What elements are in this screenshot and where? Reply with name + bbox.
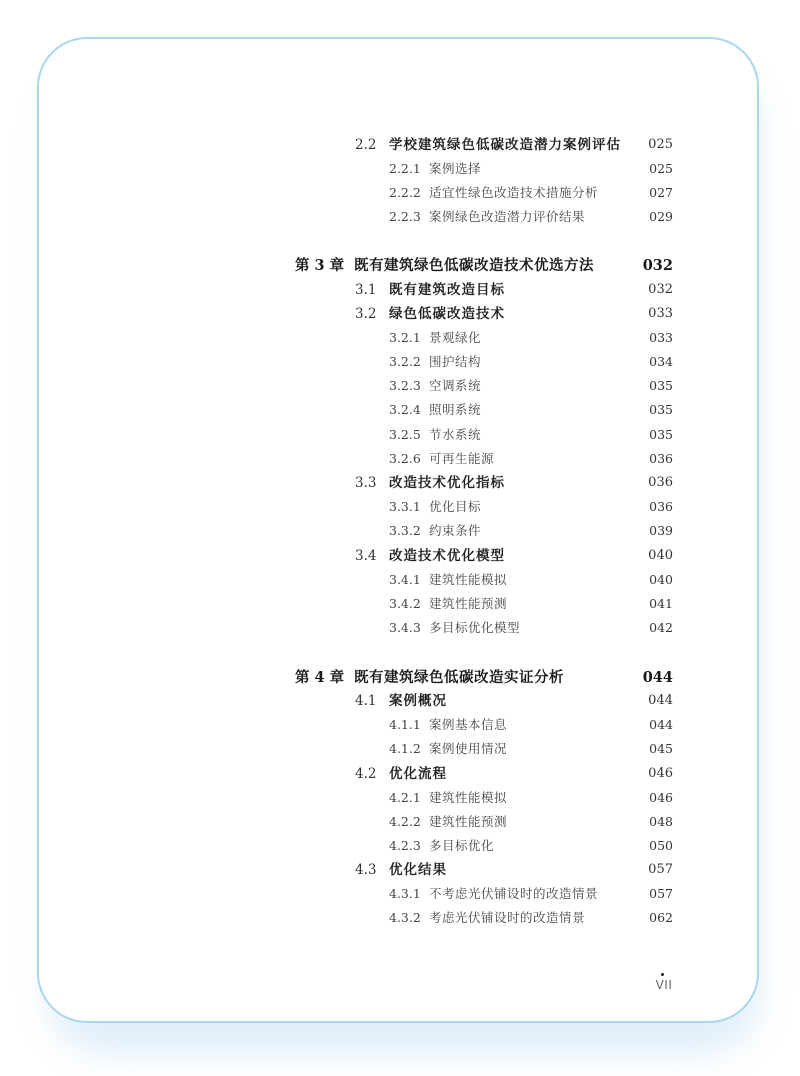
toc-page-number: 042 xyxy=(649,620,673,635)
toc-subsection-title: 考虑光伏铺设时的改造情景 xyxy=(429,910,586,925)
toc-subsection-title: 多目标优化模型 xyxy=(429,620,521,635)
toc-section-row[interactable] xyxy=(0,303,800,325)
toc-subsection-title: 建筑性能预测 xyxy=(429,596,508,611)
toc-subsection-number: 3.2.1 xyxy=(389,330,421,345)
toc-section-number: 3.1 xyxy=(355,282,377,298)
toc-subsection-number: 3.2.6 xyxy=(389,451,421,466)
toc-subsection-title: 建筑性能模拟 xyxy=(429,790,508,805)
toc-subsection-title: 案例基本信息 xyxy=(429,717,508,732)
toc-subsection-number: 4.3.2 xyxy=(389,910,421,925)
toc-page-number: 039 xyxy=(649,523,673,538)
toc-page-number: 025 xyxy=(648,137,673,152)
toc-page-number: 041 xyxy=(649,596,673,611)
toc-page-number: 045 xyxy=(649,741,673,756)
toc-page-number: 032 xyxy=(648,282,673,297)
toc-subsection-row[interactable] xyxy=(0,714,800,736)
toc-subsection-row[interactable] xyxy=(0,351,800,373)
toc-subsection-row[interactable] xyxy=(0,375,800,397)
toc-section-number: 3.3 xyxy=(355,475,377,491)
toc-section-row[interactable] xyxy=(0,134,800,156)
toc-subsection-title: 案例绿色改造潜力评价结果 xyxy=(429,209,586,224)
toc-page-number: 046 xyxy=(648,766,673,781)
toc-subsection-number: 3.4.1 xyxy=(389,572,421,587)
toc-section-row[interactable] xyxy=(0,763,800,785)
toc-page-number: 033 xyxy=(649,330,673,345)
toc-subsection-title: 照明系统 xyxy=(429,402,482,417)
toc-section-number: 3.4 xyxy=(355,548,377,564)
toc-section-title: 案例概况 xyxy=(389,693,447,709)
toc-subsection-title: 约束条件 xyxy=(429,523,482,538)
toc-subsection-row[interactable] xyxy=(0,399,800,421)
toc-page-number: 027 xyxy=(649,185,673,200)
toc-page-number: 034 xyxy=(649,354,673,369)
toc-subsection-title: 适宜性绿色改造技术措施分析 xyxy=(429,185,599,200)
toc-section-number: 4.1 xyxy=(355,693,377,709)
toc-chapter-number: 第 4 章 xyxy=(295,669,345,686)
toc-section-title: 学校建筑绿色低碳改造潜力案例评估 xyxy=(389,137,621,153)
toc-section-title: 优化流程 xyxy=(389,766,447,782)
toc-page-number: 044 xyxy=(649,717,673,732)
toc-section-number: 4.2 xyxy=(355,766,377,782)
toc-page-number: 036 xyxy=(649,499,673,514)
toc-section-number: 2.2 xyxy=(355,137,377,153)
toc-subsection-row[interactable] xyxy=(0,158,800,180)
toc-page-number: 046 xyxy=(649,790,673,805)
toc-subsection-number: 2.2.1 xyxy=(389,161,421,176)
toc-subsection-row[interactable] xyxy=(0,496,800,518)
toc-page-number: 048 xyxy=(649,814,673,829)
toc-page-number: 035 xyxy=(649,378,673,393)
toc-subsection-number: 4.3.1 xyxy=(389,886,421,901)
toc-subsection-row[interactable] xyxy=(0,206,800,228)
toc-chapter-row[interactable] xyxy=(0,667,800,689)
toc-page-number: 057 xyxy=(649,886,673,901)
toc-subsection-number: 3.3.1 xyxy=(389,499,421,514)
toc-subsection-row[interactable] xyxy=(0,569,800,591)
toc-subsection-row[interactable] xyxy=(0,593,800,615)
toc-section-row[interactable] xyxy=(0,690,800,712)
toc-subsection-row[interactable] xyxy=(0,617,800,639)
toc-page-number: 036 xyxy=(648,475,673,490)
toc-subsection-title: 可再生能源 xyxy=(429,451,495,466)
toc-subsection-number: 3.2.2 xyxy=(389,354,421,369)
toc-subsection-row[interactable] xyxy=(0,835,800,857)
toc-subsection-title: 节水系统 xyxy=(429,427,482,442)
toc-section-title: 既有建筑改造目标 xyxy=(389,282,505,298)
toc-subsection-number: 3.2.3 xyxy=(389,378,421,393)
toc-subsection-number: 4.2.3 xyxy=(389,838,421,853)
toc-page-number: 040 xyxy=(649,572,673,587)
toc-section-title: 改造技术优化指标 xyxy=(389,475,505,491)
page-folio: VII xyxy=(655,978,673,992)
toc-section-row[interactable] xyxy=(0,279,800,301)
toc-section-row[interactable] xyxy=(0,545,800,567)
toc-page-number: 029 xyxy=(649,209,673,224)
toc-page-number: 032 xyxy=(642,257,673,274)
toc-subsection-number: 2.2.3 xyxy=(389,209,421,224)
toc-subsection-row[interactable] xyxy=(0,787,800,809)
toc-subsection-title: 围护结构 xyxy=(429,354,482,369)
toc-subsection-number: 4.2.1 xyxy=(389,790,421,805)
toc-subsection-title: 建筑性能模拟 xyxy=(429,572,508,587)
toc-subsection-number: 4.1.1 xyxy=(389,717,421,732)
toc-chapter-row[interactable] xyxy=(0,255,800,277)
toc-subsection-title: 建筑性能预测 xyxy=(429,814,508,829)
toc-section-title: 绿色低碳改造技术 xyxy=(389,306,505,322)
toc-subsection-number: 3.3.2 xyxy=(389,523,421,538)
toc-subsection-row[interactable] xyxy=(0,182,800,204)
toc-subsection-title: 案例使用情况 xyxy=(429,741,508,756)
toc-page-number: 036 xyxy=(649,451,673,466)
toc-page-number: 025 xyxy=(649,161,673,176)
toc-subsection-row[interactable] xyxy=(0,811,800,833)
toc-chapter-title: 既有建筑绿色低碳改造实证分析 xyxy=(354,669,564,686)
toc-subsection-number: 3.4.3 xyxy=(389,620,421,635)
toc-section-row[interactable] xyxy=(0,859,800,881)
toc-page-number: 044 xyxy=(648,693,673,708)
toc-section-title: 改造技术优化模型 xyxy=(389,548,505,564)
toc-page-number: 033 xyxy=(648,306,673,321)
toc-page-number: 040 xyxy=(648,548,673,563)
toc-subsection-row[interactable] xyxy=(0,327,800,349)
toc-chapter-number: 第 3 章 xyxy=(295,257,345,274)
toc-subsection-row[interactable] xyxy=(0,907,800,929)
toc-page-number: 050 xyxy=(649,838,673,853)
toc-subsection-row[interactable] xyxy=(0,883,800,905)
toc-page-number: 062 xyxy=(649,910,673,925)
toc-page-number: 057 xyxy=(648,862,673,877)
toc-page-number: 044 xyxy=(642,669,673,686)
toc-subsection-number: 2.2.2 xyxy=(389,185,421,200)
toc-page-number: 035 xyxy=(649,427,673,442)
toc-section-row[interactable] xyxy=(0,472,800,494)
toc-subsection-number: 4.1.2 xyxy=(389,741,421,756)
toc-section-number: 3.2 xyxy=(355,306,377,322)
toc-subsection-row[interactable] xyxy=(0,448,800,470)
folio-dot xyxy=(661,973,664,976)
toc-subsection-number: 3.4.2 xyxy=(389,596,421,611)
toc-subsection-title: 景观绿化 xyxy=(429,330,482,345)
toc-subsection-title: 空调系统 xyxy=(429,378,482,393)
toc-subsection-row[interactable] xyxy=(0,520,800,542)
toc-section-title: 优化结果 xyxy=(389,862,447,878)
toc-section-number: 4.3 xyxy=(355,862,377,878)
toc-subsection-number: 3.2.4 xyxy=(389,402,421,417)
toc-subsection-title: 不考虑光伏铺设时的改造情景 xyxy=(429,886,599,901)
toc-subsection-title: 优化目标 xyxy=(429,499,482,514)
toc-subsection-number: 3.2.5 xyxy=(389,427,421,442)
toc-chapter-title: 既有建筑绿色低碳改造技术优选方法 xyxy=(354,257,594,274)
toc-subsection-number: 4.2.2 xyxy=(389,814,421,829)
toc-subsection-row[interactable] xyxy=(0,738,800,760)
toc-subsection-title: 多目标优化 xyxy=(429,838,495,853)
toc-page-number: 035 xyxy=(649,402,673,417)
toc-subsection-row[interactable] xyxy=(0,424,800,446)
toc-subsection-title: 案例选择 xyxy=(429,161,482,176)
